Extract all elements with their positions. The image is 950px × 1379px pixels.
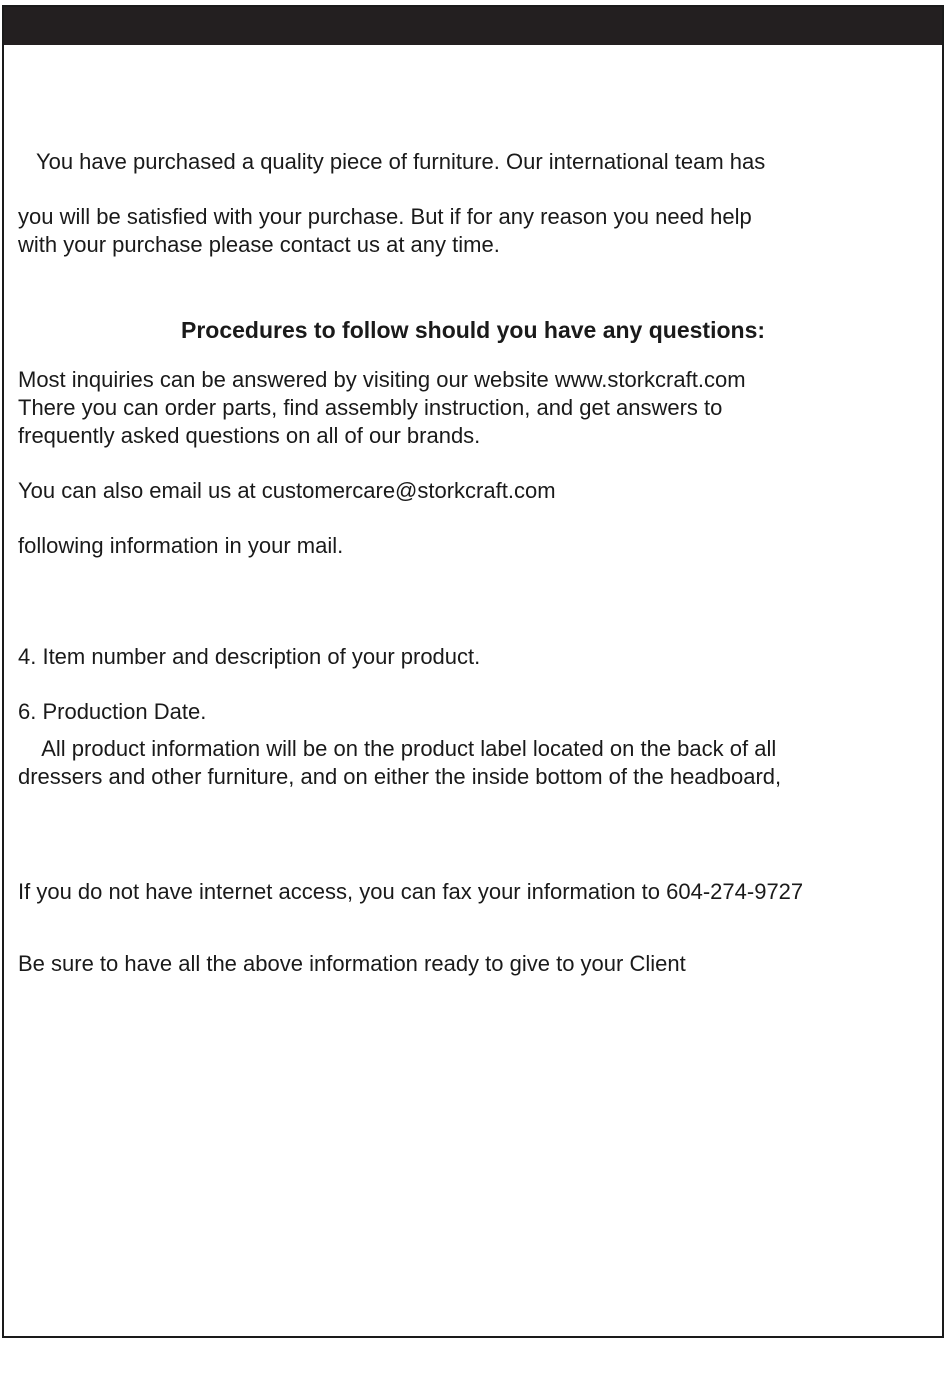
label-info-line-1: All product information will be on the product label located on the back of all [18, 736, 777, 761]
email-line: You can also email us at customercare@storkcraft.com [18, 478, 556, 503]
procedures-heading: Procedures to follow should you have any questions: [180, 317, 766, 343]
website-line-2: There you can order parts, find assembly instruction, and get answers to [18, 395, 723, 420]
header-bar [4, 7, 942, 45]
intro-line-3: with your purchase please contact us at any time. [18, 232, 500, 257]
website-line-3: frequently asked questions on all of our brands. [18, 423, 481, 448]
intro-line-2: you will be satisfied with your purchase. But if for any reason you need help [18, 204, 752, 229]
website-line-1: Most inquiries can be answered by visiting our website www.storkcraft.com [18, 367, 746, 392]
fax-line: If you do not have internet access, you can fax your information to 604-274-9727 [18, 879, 804, 904]
mail-info-line: following information in your mail. [18, 533, 344, 558]
document-page [2, 5, 944, 1338]
client-line: Be sure to have all the above information ready to give to your Client [18, 951, 686, 976]
intro-line-1: You have purchased a quality piece of furniture. Our international team has [18, 149, 766, 174]
list-item-4: 4. Item number and description of your product. [18, 644, 481, 669]
list-item-6: 6. Production Date. [18, 699, 207, 724]
label-info-line-2: dressers and other furniture, and on either the inside bottom of the headboard, [18, 764, 782, 789]
